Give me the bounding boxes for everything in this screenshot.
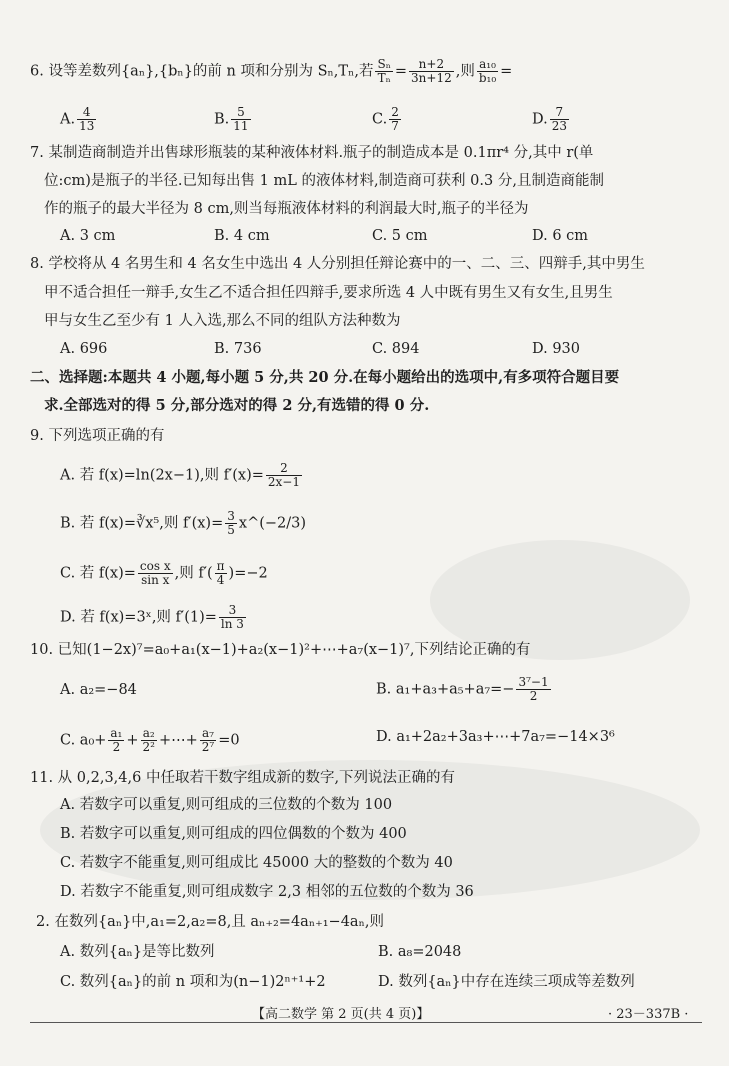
q6-option-a: A. $\frac{4}{13}$ xyxy=(60,105,95,133)
page-footer-code: · 23－337B · xyxy=(608,1007,689,1022)
q6-option-d: D. $\frac{7}{23}$ xyxy=(532,105,567,133)
fraction: $\frac{\text{Sₙ}}{\text{Tₙ}}$ xyxy=(377,57,391,85)
fraction: $\frac{\text{a₁₀}}{\text{b₁₀}}$ xyxy=(478,57,497,85)
fraction: $\frac{n+2}{3n+12}$ xyxy=(411,57,452,85)
question-8-line-1: 8. 学校将从 4 名男生和 4 名女生中选出 4 人分别担任辩论赛中的一、二、三、四辩手,其中男生 xyxy=(30,256,645,272)
q9-option-a: A. 若 f(x)=ln(2x−1),则 f′(x)= $\frac{2}{2x-1}$ xyxy=(60,461,300,489)
question-9-stem: 9. 下列选项正确的有 xyxy=(30,428,165,444)
q11-option-c: C. 若数字不能重复,则可组成比 45000 大的整数的个数为 40 xyxy=(60,855,453,871)
q10-option-a: A. a₂=−84 xyxy=(60,682,137,698)
question-7-line-1: 7. 某制造商制造并出售球形瓶装的某种液体材料.瓶子的制造成本是 0.1πr⁴ 分,其中 r(单 xyxy=(30,145,594,161)
q7-option-c: C. 5 cm xyxy=(372,228,428,244)
footer-rule xyxy=(30,1022,702,1023)
q10-option-b: B. a₁+a₃+a₅+a₇=− $\frac{\text{3⁷−1}}{2}$ xyxy=(376,675,549,703)
q10-option-d: D. a₁+2a₂+3a₃+⋯+7a₇=−14×3⁶ xyxy=(376,729,615,745)
section-2-heading-line-1: 二、选择题:本题共 4 小题,每小题 5 分,共 20 分.在每小题给出的选项中,有多项符合题目要 xyxy=(30,369,620,386)
q9-option-d: D. 若 f(x)=3ˣ,则 f′(1)= $\frac{3}{\ln 3}$ xyxy=(60,603,244,631)
q8-option-b: B. 736 xyxy=(214,341,262,357)
page-footer-center: 【高二数学 第 2 页(共 4 页)】 xyxy=(252,1007,430,1022)
q8-option-a: A. 696 xyxy=(60,341,108,357)
q6-option-b: B. $\frac{5}{11}$ xyxy=(214,105,249,133)
q11-option-a: A. 若数字可以重复,则可组成的三位数的个数为 100 xyxy=(60,797,393,813)
q7-option-d: D. 6 cm xyxy=(532,228,589,244)
q8-option-d: D. 930 xyxy=(532,341,581,357)
question-8-line-2: 甲不适合担任一辩手,女生乙不适合担任四辩手,要求所选 4 人中既有男生又有女生,且男生 xyxy=(44,285,613,301)
q8-option-c: C. 894 xyxy=(372,341,420,357)
question-11-stem: 11. 从 0,2,3,4,6 中任取若干数字组成新的数字,下列说法正确的有 xyxy=(30,770,456,786)
q11-option-b: B. 若数字可以重复,则可组成的四位偶数的个数为 400 xyxy=(60,826,407,842)
q11-option-d: D. 若数字不能重复,则可组成数字 2,3 相邻的五位数的个数为 36 xyxy=(60,884,474,900)
section-2-heading-line-2: 求.全部选对的得 5 分,部分选对的得 2 分,有选错的得 0 分. xyxy=(44,397,430,414)
q9-option-b: B. 若 f(x)=∛x⁵,则 f′(x)= $\frac{3}{5}$ x^(−2/3) xyxy=(60,509,307,537)
q9-option-c: C. 若 f(x)= $\frac{\text{cos x}}{\text{sin x}}$ ,则 f′( $\frac{\pi}{4}$ )=−2 xyxy=(60,559,268,587)
q12-option-b: B. a₈=2048 xyxy=(378,944,462,960)
question-12-stem: 2. 在数列{aₙ}中,a₁=2,a₂=8,且 aₙ₊₂=4aₙ₊₁−4aₙ,则 xyxy=(36,914,384,930)
q10-option-c: C. a₀+ $\frac{\text{a₁}}{2}$ + $\frac{\text{a₂}}{\text{2²}}$ +⋯+ $\frac{\text{a₇}}{\text{2⁷}}$ =0 xyxy=(60,726,240,754)
q6-option-c: C. $\frac{2}{7}$ xyxy=(372,105,399,133)
q7-option-b: B. 4 cm xyxy=(214,228,270,244)
question-7-line-3: 作的瓶子的最大半径为 8 cm,则当每瓶液体材料的利润最大时,瓶子的半径为 xyxy=(44,201,529,217)
question-8-line-3: 甲与女生乙至少有 1 人入选,那么不同的组队方法种数为 xyxy=(44,313,401,329)
q12-option-c: C. 数列{aₙ}的前 n 项和为(n−1)2ⁿ⁺¹+2 xyxy=(60,974,326,990)
question-7-line-2: 位:cm)是瓶子的半径.已知每出售 1 mL 的液体材料,制造商可获利 0.3 分,且制造商能制 xyxy=(44,173,604,189)
q7-option-a: A. 3 cm xyxy=(60,228,116,244)
question-6-stem: 6. 设等差数列{aₙ},{bₙ}的前 n 项和分别为 Sₙ,Tₙ,若 $\frac{\text{Sₙ}}{\text{Tₙ}}$ = $\frac{n+2}{3n+12}$ ,则 $\frac{\text{a₁₀}}{\text{b₁₀}}$ = xyxy=(30,57,513,85)
q12-option-d: D. 数列{aₙ}中存在连续三项成等差数列 xyxy=(378,974,635,990)
q12-option-a: A. 数列{aₙ}是等比数列 xyxy=(60,944,215,960)
question-10-stem: 10. 已知(1−2x)⁷=a₀+a₁(x−1)+a₂(x−1)²+⋯+a₇(x−1)⁷,下列结论正确的有 xyxy=(30,642,531,658)
